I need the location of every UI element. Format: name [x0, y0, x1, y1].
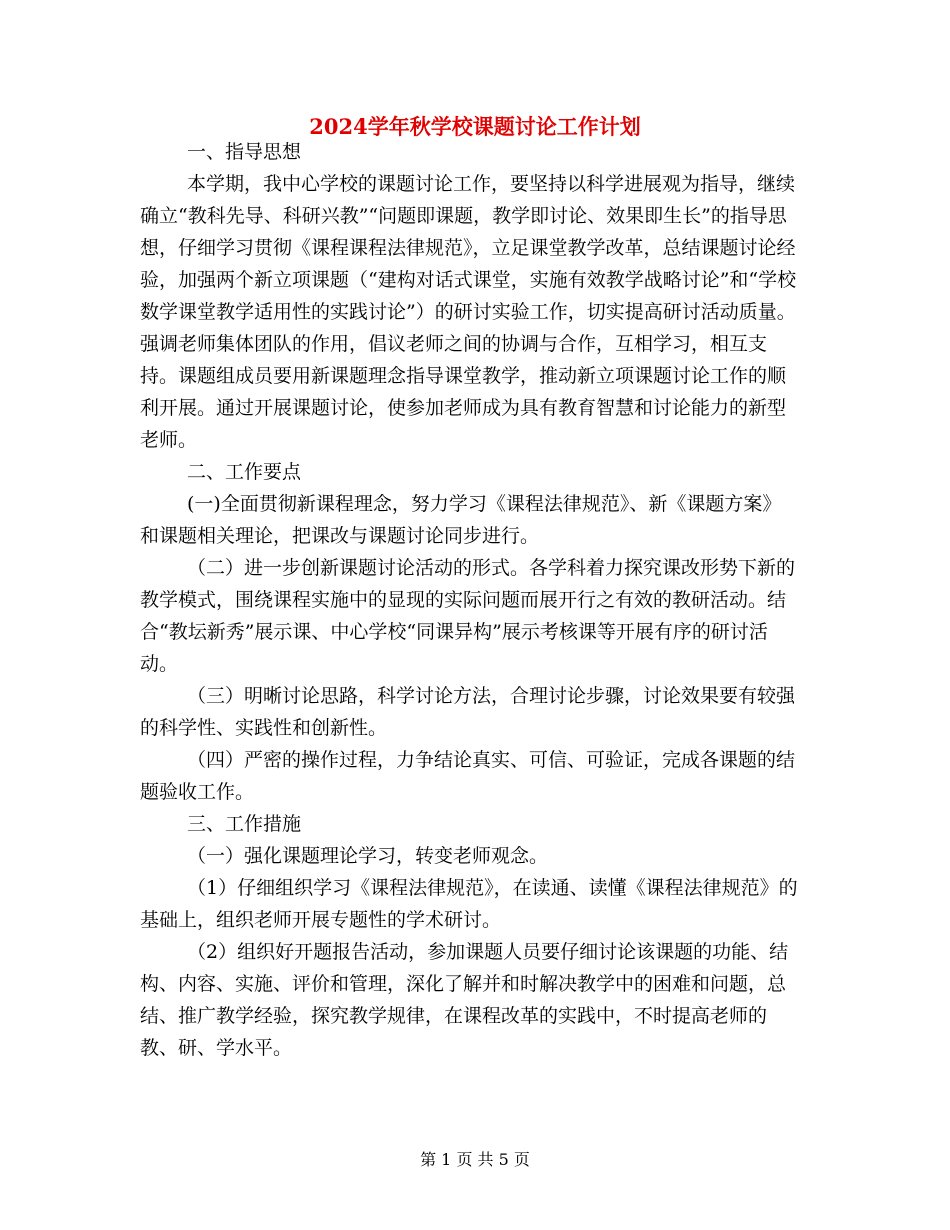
paragraph: （1）仔细组织学习《课程法律规范》，在读通、读懂《课程法律规范》的基础上，组织老师开展专题性的学术研讨。: [140, 877, 798, 931]
document-title: 2024学年秋学校课题讨论工作计划: [309, 114, 641, 139]
paragraph: (一)全面贯彻新课程理念，努力学习《课程法律规范》、新《课题方案》和课题相关理论，把课改与课题讨论同步进行。: [140, 493, 782, 547]
section-heading: 一、指导思想: [187, 141, 302, 163]
paragraph: 本学期，我中心学校的课题讨论工作，要坚持以科学进展观为指导，继续确立“教科先导、科研兴教”“问题即课题，教学即讨论、效果即生长”的指导思想，仔细学习贯彻《课程课程法律规范》，立足课堂教学改革，总结课题讨论经验，加强两个新立项课题（“建构对话式课堂，实施有效教学战略讨论”和“学校数学课堂教学适用性的实践讨论”）的研讨实验工作，切实提高研讨活动质量。强调老师集体团队的作用，倡议老师之间的协调与合作，互相学习，相互支持。课题组成员要用新课题理念指导课堂教学，推动新立项课题讨论工作的顺利开展。通过开展课题讨论，使参加老师成为具有教育智慧和讨论能力的新型老师。: [140, 173, 797, 451]
section-heading: 二、工作要点: [187, 461, 302, 483]
paragraph: （四）严密的操作过程，力争结论真实、可信、可验证，完成各课题的结题验收工作。: [140, 749, 796, 803]
paragraph: （二）进一步创新课题讨论活动的形式。各学科着力探究课改形势下新的教学模式，围绕课程实施中的显现的实际问题而展开行之有效的教研活动。结合“教坛新秀”展示课、中心学校“同课异构”展示考核课等开展有序的研讨活动。: [140, 557, 796, 675]
section-heading: 三、工作措施: [187, 813, 302, 835]
page-footer: 第 1 页 共 5 页: [420, 1150, 530, 1169]
paragraph: （2）组织好开题报告活动，参加课题人员要仔细讨论该课题的功能、结构、内容、实施、评价和管理，深化了解并和时解决教学中的困难和问题，总结、推广教学经验，探究教学规律，在课程改革的实践中，不时提高老师的教、研、学水平。: [140, 941, 789, 1059]
subsection-heading: （一）强化课题理论学习，转变老师观念。: [187, 845, 549, 867]
document-body: [140, 136, 800, 1064]
paragraph: （三）明晰讨论思路，科学讨论方法，合理讨论步骤，讨论效果要有较强的科学性、实践性和创新性。: [140, 685, 796, 739]
